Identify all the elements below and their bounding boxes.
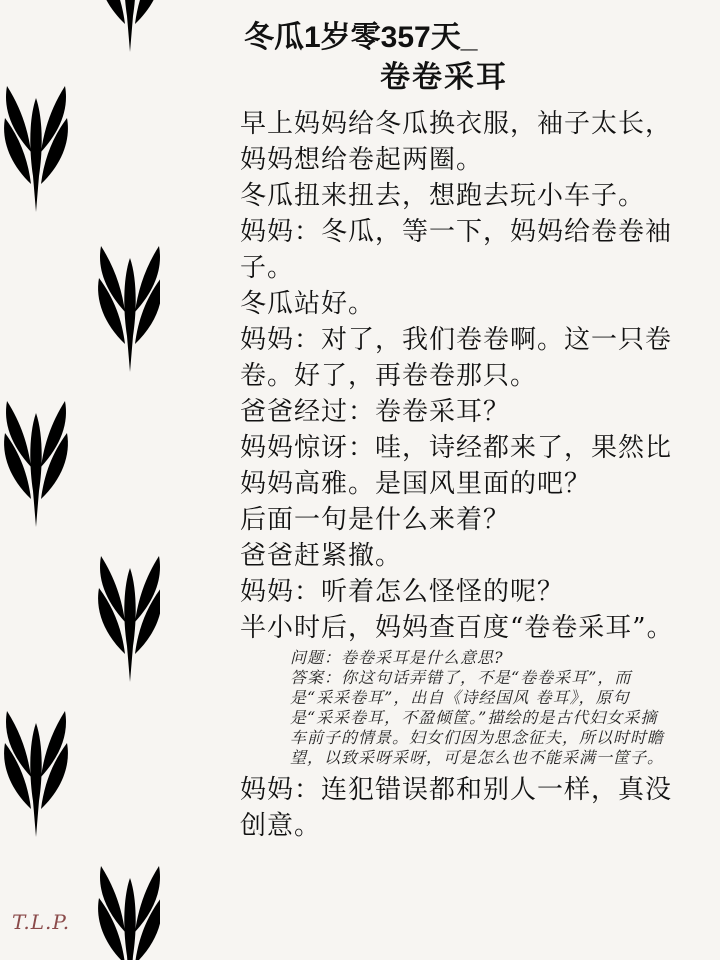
title-line-2: 卷卷采耳	[380, 60, 508, 95]
signature: T.L.P.	[12, 910, 71, 934]
paragraph: 妈妈：冬瓜，等一下，妈妈给卷卷袖子。	[240, 217, 673, 283]
paragraph: 早上妈妈给冬瓜换衣服，袖子太长，妈妈想给卷起两圈。	[240, 109, 673, 175]
leaf-sprig-decoration	[0, 0, 160, 960]
leaf-icon	[98, 0, 160, 52]
title-line-1: 冬瓜1岁零357天_	[244, 21, 478, 54]
leaf-icon	[4, 401, 68, 527]
paragraph: 冬瓜扭来扭去，想跑去玩小车子。	[240, 181, 646, 211]
paragraph: 妈妈惊讶：哇，诗经都来了，果然比妈妈高雅。是国风里面的吧？	[240, 433, 673, 499]
paragraph: 妈妈：对了，我们卷卷啊。这一只卷卷。好了，再卷卷那只。	[240, 325, 673, 391]
leaf-icon	[98, 246, 160, 372]
quote-question: 问题：卷卷采耳是什么意思?	[290, 648, 504, 667]
paragraph: 爸爸经过：卷卷采耳？	[240, 397, 511, 427]
leaf-icon	[4, 86, 68, 212]
paragraph: 半小时后，妈妈查百度“卷卷采耳”。	[240, 613, 674, 643]
paragraph: 爸爸赶紧撤。	[240, 541, 403, 571]
closing-paragraph: 妈妈：连犯错误都和别人一样，真没创意。	[240, 775, 673, 841]
paragraph: 冬瓜站好。	[240, 289, 376, 319]
search-result-quote	[290, 648, 670, 768]
leaf-icon	[98, 556, 160, 682]
quote-answer: 答案：你这句话弄错了，不是“卷卷采耳”，而是“采采卷耳”，出自《诗经国风 卷耳》，原句是“采采卷耳，不盈倾筐。”描绘的是古代妇女采摘车前子的情景。妇女们因为思念征夫，所以时时瞻望，以致采呀采呀，可是怎么也不能采满一筐子。	[290, 668, 665, 767]
paragraph: 后面一句是什么来着？	[240, 505, 511, 535]
story-body	[240, 106, 680, 844]
leaf-icon	[98, 866, 160, 960]
paragraph: 妈妈：听着怎么怪怪的呢？	[240, 577, 565, 607]
leaf-icon	[4, 711, 68, 837]
